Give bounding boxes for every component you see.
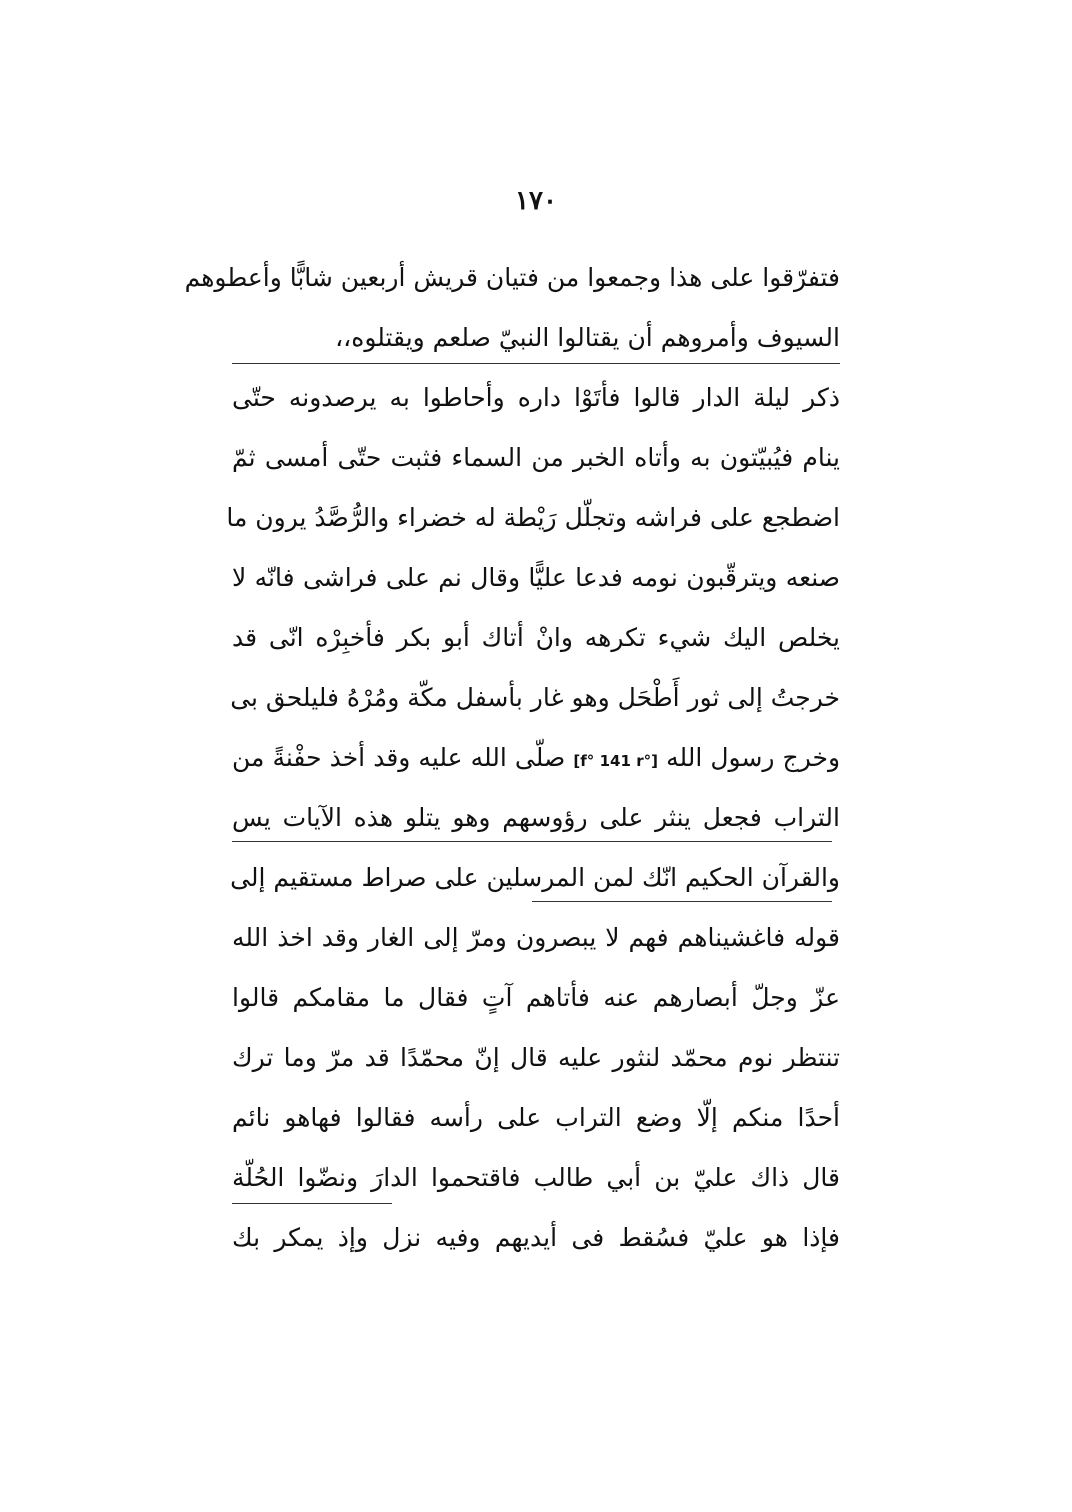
text-line: فتفرّقوا على هذا وجمعوا من فتيان قريش أربعين شابًّا وأعطوهم [184,263,840,292]
text-line: صنعه ويترقّبون نومه فدعا عليًّا وقال نم على فراشى فانّه لا [232,563,840,592]
text-body [184,248,841,1268]
text-line-with-folio [232,728,840,788]
page-number: ١٧٠ [515,186,557,216]
text-line: ينام فيُبيّتون به وأتاه الخبر من السماء فثبت حتّى أمسى ثمّ [232,443,840,472]
text-line: عزّ وجلّ أبصارهم عنه فأتاهم آتٍ فقال ما مقامكم قالوا [232,983,840,1012]
text-line [232,1148,840,1208]
text-line [232,308,840,368]
text-fragment: وخرج رسول الله [666,743,841,772]
underline-mark [232,841,832,842]
underline-mark [232,1203,392,1204]
text-fragment: صلّى الله عليه وقد أخذ حفْنةً من [232,743,566,772]
text-line: اضطجع على فراشه وتجلّل رَيْطة له خضراء والرُّصَّدُ يرون ما [226,503,840,532]
text-line: قوله فاغشيناهم فهم لا يبصرون ومرّ إلى الغار وقد اخذ الله [232,923,840,952]
text-line: تنتظر نوم محمّد لنثور عليه قال إنّ محمّدًا قد مرّ وما ترك [232,1043,840,1072]
folio-marker: [f° 141 r°] [573,752,658,770]
text-line: أحدًا منكم إلّا وضع التراب على رأسه فقالوا فهاهو نائم [232,1103,840,1132]
underline-mark [532,901,832,902]
text-line: يخلص اليك شيء تكرهه وانْ أتاك أبو بكر فأخبِرْه انّى قد [232,623,840,652]
text-line-content: والقرآن الحكيم انّك لمن المرسلين على صراط مستقيم إلى [230,863,840,892]
text-line: فإذا هو عليّ فسُقط فى أيديهم وفيه نزل وإذ يمكر بك [232,1223,840,1252]
text-line [232,788,840,848]
text-line-content: السيوف وأمروهم أن يقتالوا النبيّ صلعم ويقتلوه،، [335,323,840,352]
text-line: خرجتُ إلى ثور أَطْحَل وهو غار بأسفل مكّة ومُرْهُ فليلحق بى [230,683,840,712]
text-line-content: قال ذاك عليّ بن أبي طالب فاقتحموا الدارَ ونضّوا الحُلّة [232,1163,840,1192]
text-line-content: التراب فجعل ينثر على رؤوسهم وهو يتلو هذه الآيات يس [232,803,840,832]
text-line: ذكر ليلة الدار قالوا فأتَوْا داره وأحاطوا به يرصدونه حتّى [232,383,840,412]
section-divider [232,363,840,364]
text-line [232,848,840,908]
